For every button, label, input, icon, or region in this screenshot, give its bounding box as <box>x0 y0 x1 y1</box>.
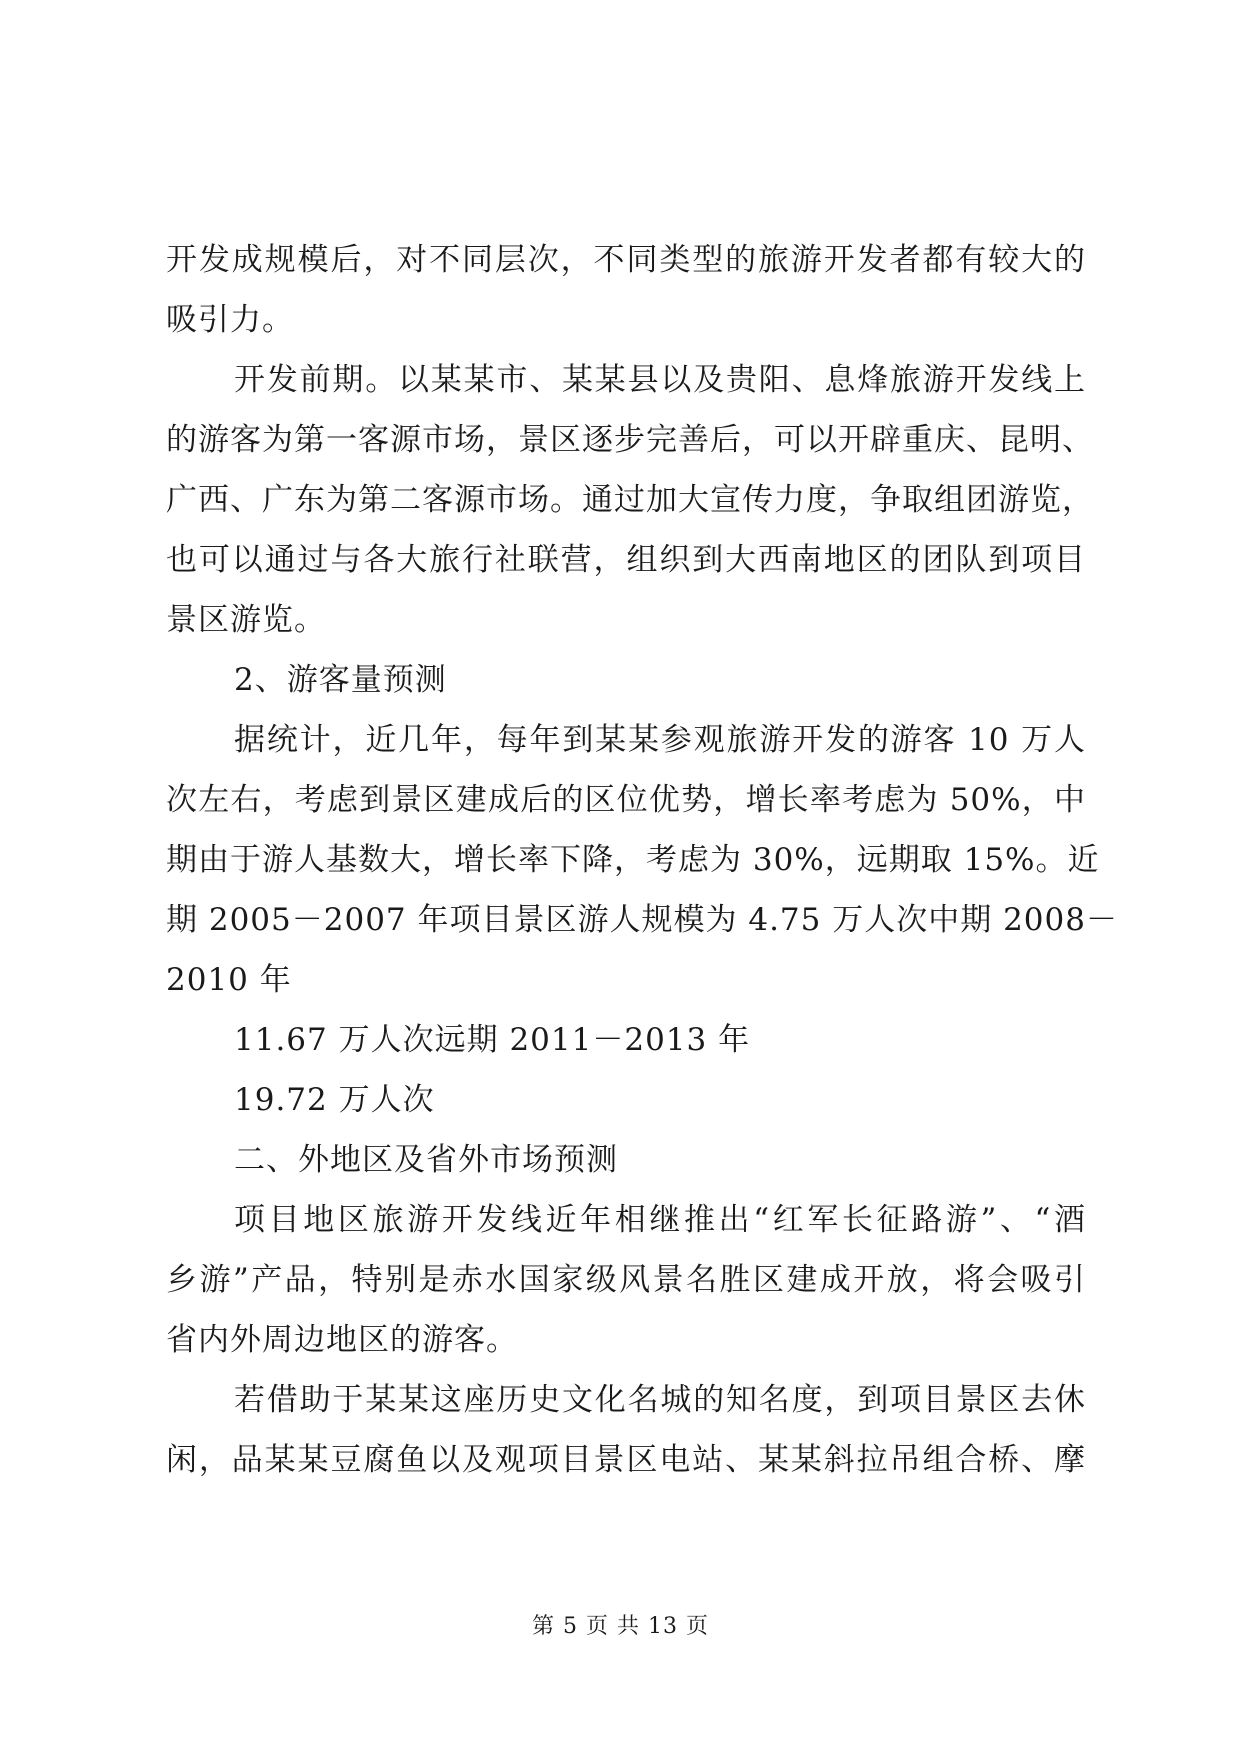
text-line: 开发成规模后，对不同层次，不同类型的旅游开发者都有较大的 <box>166 242 1086 278</box>
body-text <box>166 230 1118 1490</box>
text-line: 吸引力。 <box>166 302 294 338</box>
text-line: 乡游”产品，特别是赤水国家级风景名胜区建成开放，将会吸引 <box>166 1262 1086 1298</box>
text-line: 期 2005－2007 年项目景区游人规模为 4.75 万人次中期 2008－ <box>166 902 1118 938</box>
text-line: 的游客为第一客源市场，景区逐步完善后，可以开辟重庆、昆明、 <box>166 422 1094 458</box>
page-footer: 第 5 页 共 13 页 <box>532 1614 709 1639</box>
text-line: 2、游客量预测 <box>234 662 447 698</box>
text-line: 19.72 万人次 <box>234 1082 435 1118</box>
text-line: 也可以通过与各大旅行社联营，组织到大西南地区的团队到项目 <box>166 542 1086 578</box>
text-line: 开发前期。以某某市、某某县以及贵阳、息烽旅游开发线上 <box>234 362 1086 398</box>
text-line: 闲，品某某豆腐鱼以及观项目景区电站、某某斜拉吊组合桥、摩 <box>166 1442 1086 1478</box>
text-line: 据统计，近几年，每年到某某参观旅游开发的游客 10 万人 <box>234 722 1086 758</box>
text-line: 项目地区旅游开发线近年相继推出“红军长征路游”、“酒 <box>234 1202 1086 1238</box>
text-line: 若借助于某某这座历史文化名城的知名度，到项目景区去休 <box>234 1382 1086 1418</box>
text-line: 2010 年 <box>166 962 292 998</box>
text-line: 二、外地区及省外市场预测 <box>234 1142 618 1178</box>
text-line: 期由于游人基数大，增长率下降，考虑为 30%，远期取 15%。近 <box>166 842 1100 878</box>
text-line: 11.67 万人次远期 2011－2013 年 <box>234 1022 751 1058</box>
text-line: 广西、广东为第二客源市场。通过加大宣传力度，争取组团游览， <box>166 482 1094 518</box>
text-line: 景区游览。 <box>166 602 326 638</box>
text-line: 省内外周边地区的游客。 <box>166 1322 518 1358</box>
text-line: 次左右，考虑到景区建成后的区位优势，增长率考虑为 50%，中 <box>166 782 1086 818</box>
